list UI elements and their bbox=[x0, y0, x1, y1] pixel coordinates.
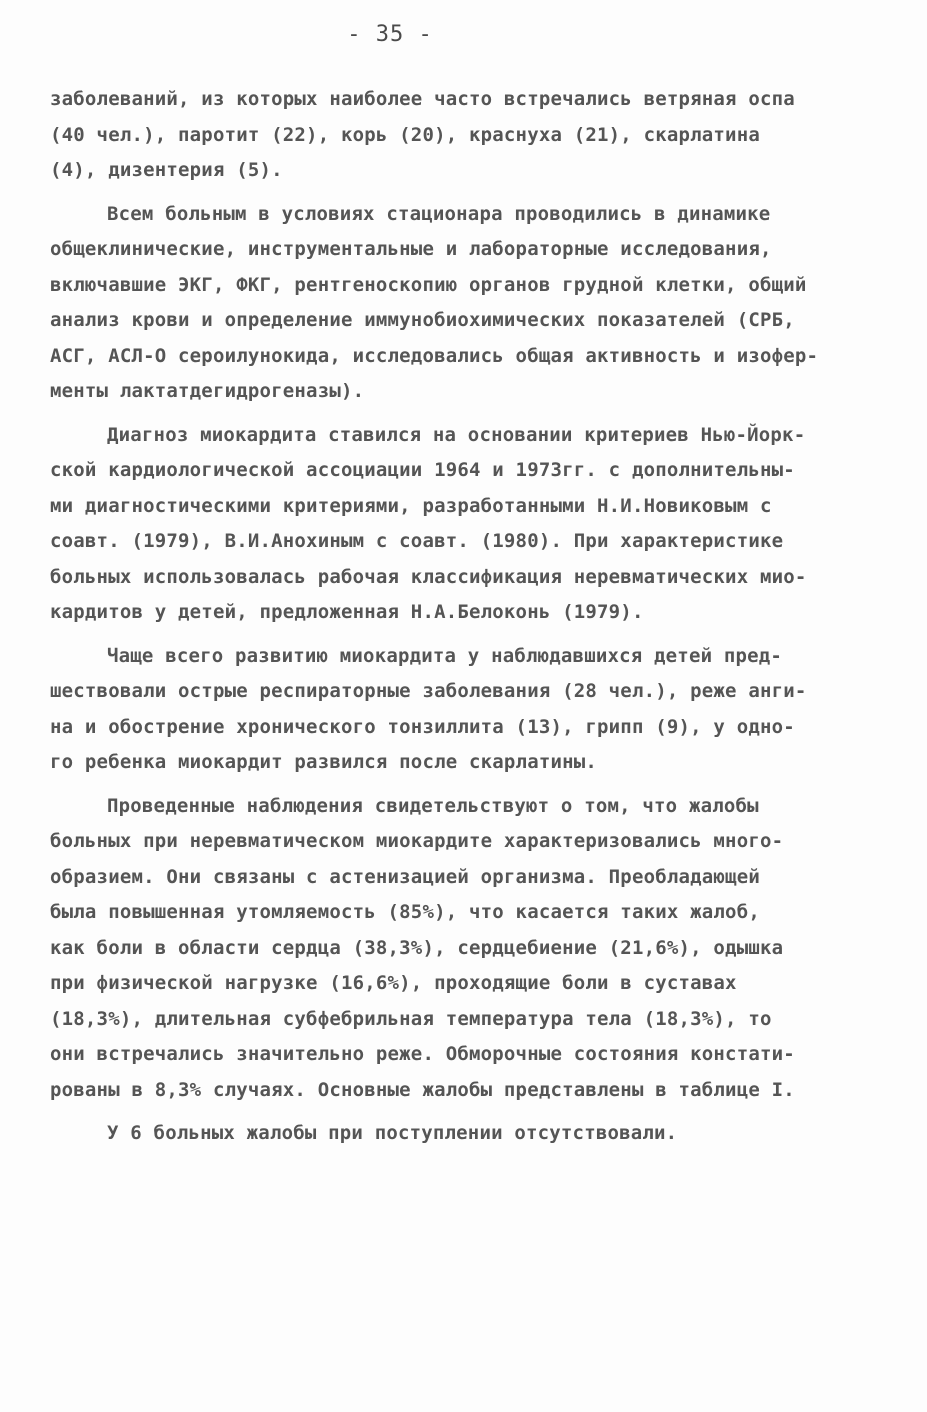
text-line: (18,3%), длительная субфебрильная температура тела (18,3%), то bbox=[50, 1007, 772, 1030]
text-line: рованы в 8,3% случаях. Основные жалобы представлены в таблице I. bbox=[50, 1078, 795, 1101]
text-line: Диагноз миокардита ставился на основании критериев Нью-Йорк- bbox=[107, 423, 806, 446]
text-line: шествовали острые респираторные заболевания (28 чел.), реже анги- bbox=[50, 680, 807, 702]
text-line: заболеваний, из которых наиболее часто встречались ветряная оспа bbox=[50, 88, 795, 110]
text-line: АСГ, АСЛ-О сероилунокида, исследовались общая активность и изофер- bbox=[50, 344, 819, 367]
text-line: Всем больным в условиях стационара проводились в динамике bbox=[107, 202, 771, 225]
text-line: они встречались значительно реже. Обморочные состояния констати- bbox=[50, 1043, 795, 1065]
text-line: Чаще всего развитию миокардита у наблюдавшихся детей пред- bbox=[107, 644, 783, 667]
text-line: как боли в области сердца (38,3%), сердцебиение (21,6%), одышка bbox=[50, 936, 784, 959]
text-line: менты лактатдегидрогеназы). bbox=[50, 380, 365, 402]
paragraph-4 bbox=[50, 639, 860, 781]
text-line: кардитов у детей, предложенная Н.А.Белоконь (1979). bbox=[50, 601, 644, 623]
text-line: общеклинические, инструментальные и лабораторные исследования, bbox=[50, 238, 772, 260]
paragraph-6 bbox=[50, 1116, 860, 1152]
paragraph-3 bbox=[50, 418, 860, 631]
text-line: анализ крови и определение иммунобиохимических показателей (СРБ, bbox=[50, 309, 795, 331]
body-text bbox=[50, 82, 860, 1152]
text-line: больных использовалась рабочая классификация неревматических мио- bbox=[50, 565, 807, 588]
text-line: У 6 больных жалобы при поступлении отсутствовали. bbox=[107, 1122, 678, 1144]
text-line: Проведенные наблюдения свидетельствуют о том, что жалобы bbox=[107, 794, 759, 817]
paragraph-1 bbox=[50, 82, 860, 189]
text-line: образием. Они связаны с астенизацией организма. Преобладающей bbox=[50, 865, 760, 888]
paragraph-5 bbox=[50, 789, 860, 1109]
text-line: при физической нагрузке (16,6%), проходящие боли в суставах bbox=[50, 972, 737, 994]
page-number: - 35 - bbox=[347, 22, 433, 47]
text-line: (40 чел.), паротит (22), корь (20), краснуха (21), скарлатина bbox=[50, 123, 760, 146]
paragraph-2 bbox=[50, 197, 860, 410]
text-line: была повышенная утомляемость (85%), что касается таких жалоб, bbox=[50, 901, 760, 923]
text-line: го ребенка миокардит развился после скарлатины. bbox=[50, 751, 598, 773]
text-line: соавт. (1979), В.И.Анохиным с соавт. (1980). При характеристике bbox=[50, 530, 784, 552]
text-line: ми диагностическими критериями, разработанными Н.И.Новиковым с bbox=[50, 494, 772, 517]
text-line: включавшие ЭКГ, ФКГ, рентгеноскопию органов грудной клетки, общий bbox=[50, 273, 807, 296]
text-line: ской кардиологической ассоциации 1964 и 1973гг. с дополнительны- bbox=[50, 459, 795, 481]
text-line: больных при неревматическом миокардите характеризовались много- bbox=[50, 830, 784, 852]
text-line: на и обострение хронического тонзиллита (13), грипп (9), у одно- bbox=[50, 715, 795, 738]
text-line: (4), дизентерия (5). bbox=[50, 159, 283, 181]
